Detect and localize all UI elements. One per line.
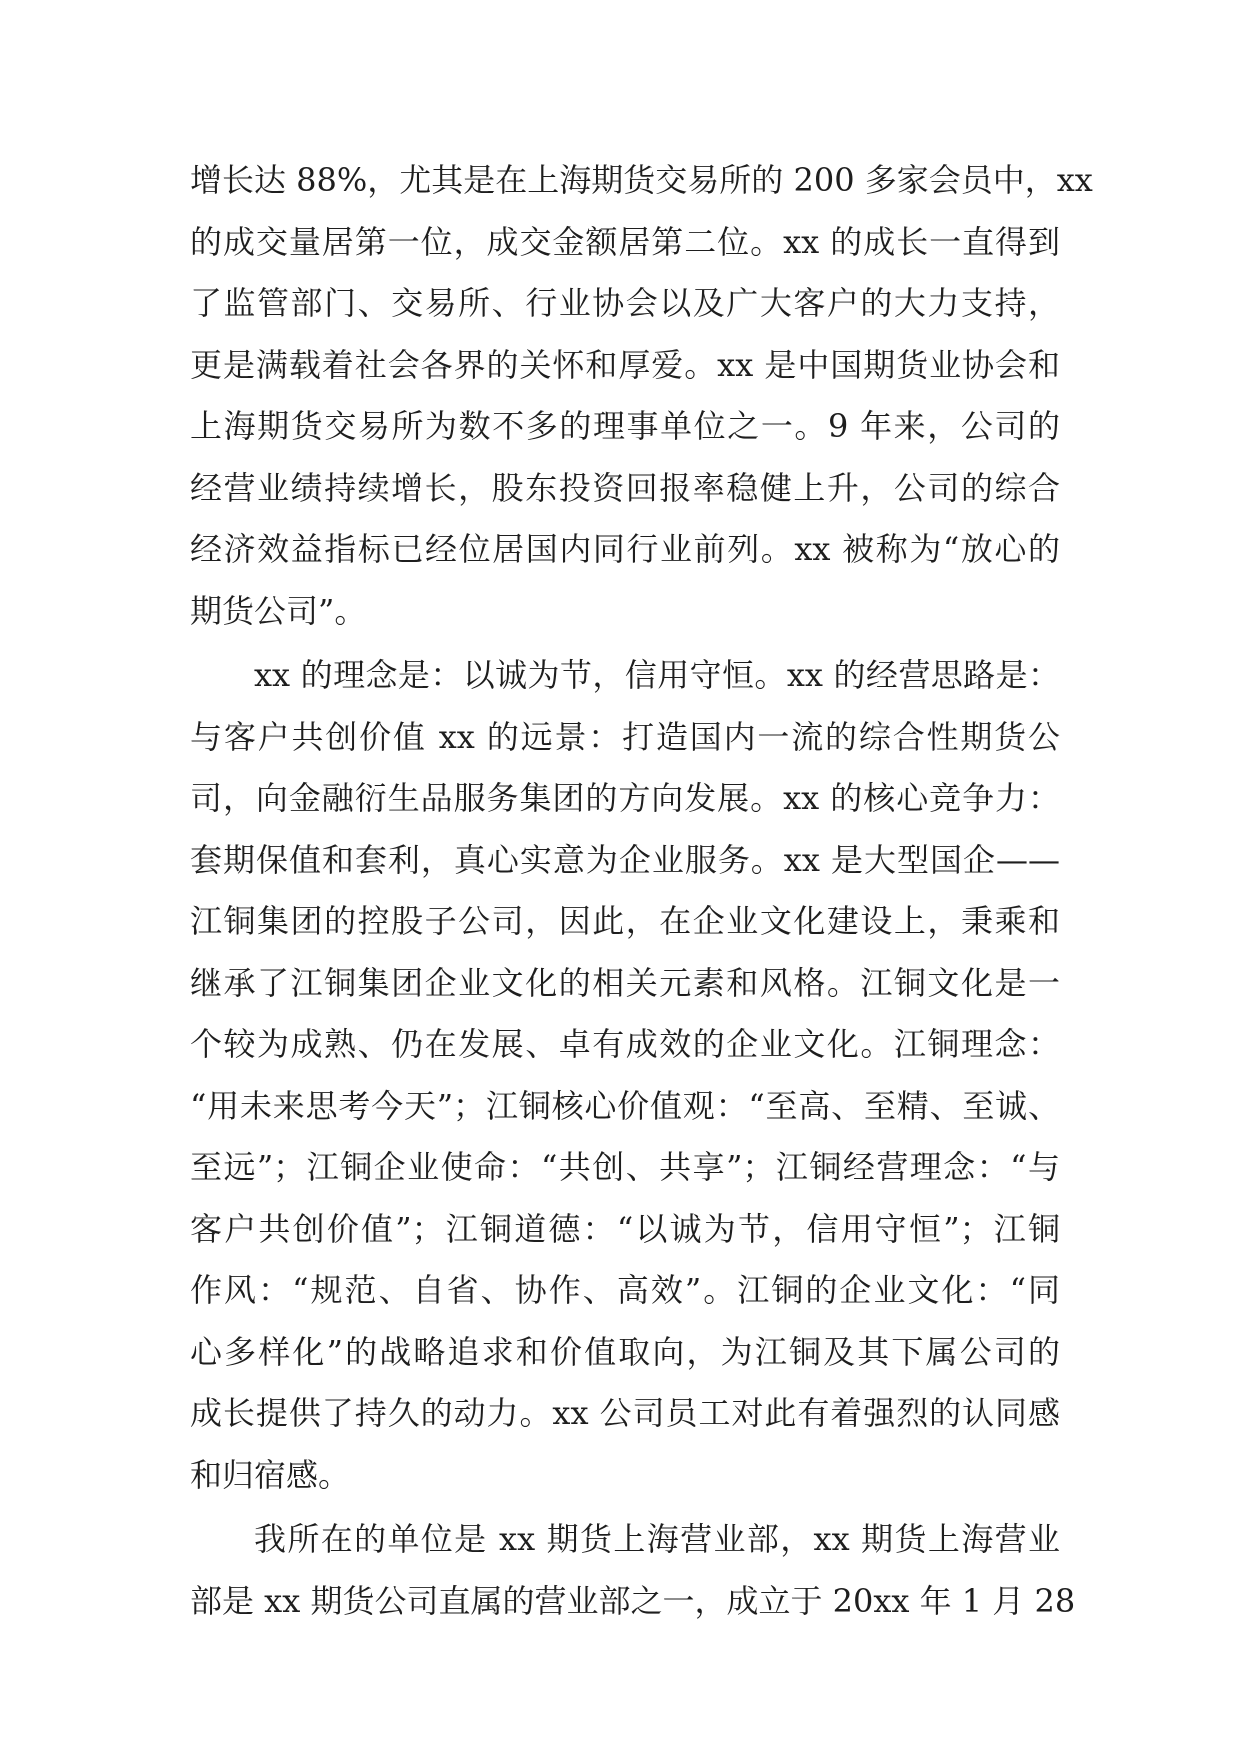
body-text: [190, 150, 1093, 1632]
text-line: 了监管部门、交易所、行业协会以及广大客户的大力支持，: [190, 284, 1060, 322]
text-line: 和归宿感。: [190, 1455, 351, 1494]
text-line: 司，向金融衍生品服务集团的方向发展。xx 的核心竞争力：: [190, 779, 1060, 817]
text-line: 部是 xx 期货公司直属的营业部之一，成立于 20xx 年 1 月 28: [190, 1581, 1076, 1620]
text-line: 客户共创价值”；江铜道德：“以诚为节，信用守恒”；江铜: [190, 1209, 1060, 1248]
text-line: 更是满载着社会各界的关怀和厚爱。xx 是中国期货业协会和: [190, 345, 1060, 384]
text-line: xx 的理念是：以诚为节，信用守恒。xx 的经营思路是：: [254, 656, 1060, 694]
text-line: 至远”；江铜企业使命：“共创、共享”；江铜经营理念：“与: [190, 1148, 1060, 1186]
text-line: 增长达 88%，尤其是在上海期货交易所的 200 多家会员中，xx: [190, 161, 1093, 199]
text-line: 的成交量居第一位，成交金额居第二位。xx 的成长一直得到: [190, 222, 1060, 261]
text-line: 江铜集团的控股子公司，因此，在企业文化建设上，秉乘和: [190, 902, 1060, 940]
paragraph-1: [190, 150, 1093, 642]
text-line: 我所在的单位是 xx 期货上海营业部，xx 期货上海营业: [254, 1520, 1060, 1558]
text-line: 期货公司”。: [190, 591, 367, 630]
text-line: 继承了江铜集团企业文化的相关元素和风格。江铜文化是一: [190, 963, 1060, 1002]
text-line: 成长提供了持久的动力。xx 公司员工对此有着强烈的认同感: [190, 1394, 1060, 1432]
text-line: 作风：“规范、自省、协作、高效”。江铜的企业文化：“同: [190, 1271, 1060, 1309]
text-line: 心多样化”的战略追求和价值取向，为江铜及其下属公司的: [190, 1332, 1060, 1371]
text-line: “用未来思考今天”；江铜核心价值观：“至高、至精、至诚、: [190, 1086, 1060, 1125]
text-line: 经济效益指标已经位居国内同行业前列。xx 被称为“放心的: [190, 530, 1060, 568]
text-line: 个较为成熟、仍在发展、卓有成效的企业文化。江铜理念：: [190, 1025, 1060, 1063]
paragraph-2: [190, 645, 1060, 1506]
text-line: 上海期货交易所为数不多的理事单位之一。9 年来，公司的: [190, 407, 1060, 445]
text-line: 经营业绩持续增长，股东投资回报率稳健上升，公司的综合: [190, 468, 1060, 507]
paragraph-3: [190, 1509, 1076, 1632]
text-line: 套期保值和套利，真心实意为企业服务。xx 是大型国企——: [190, 840, 1060, 879]
text-line: 与客户共创价值 xx 的远景：打造国内一流的综合性期货公: [190, 717, 1060, 756]
